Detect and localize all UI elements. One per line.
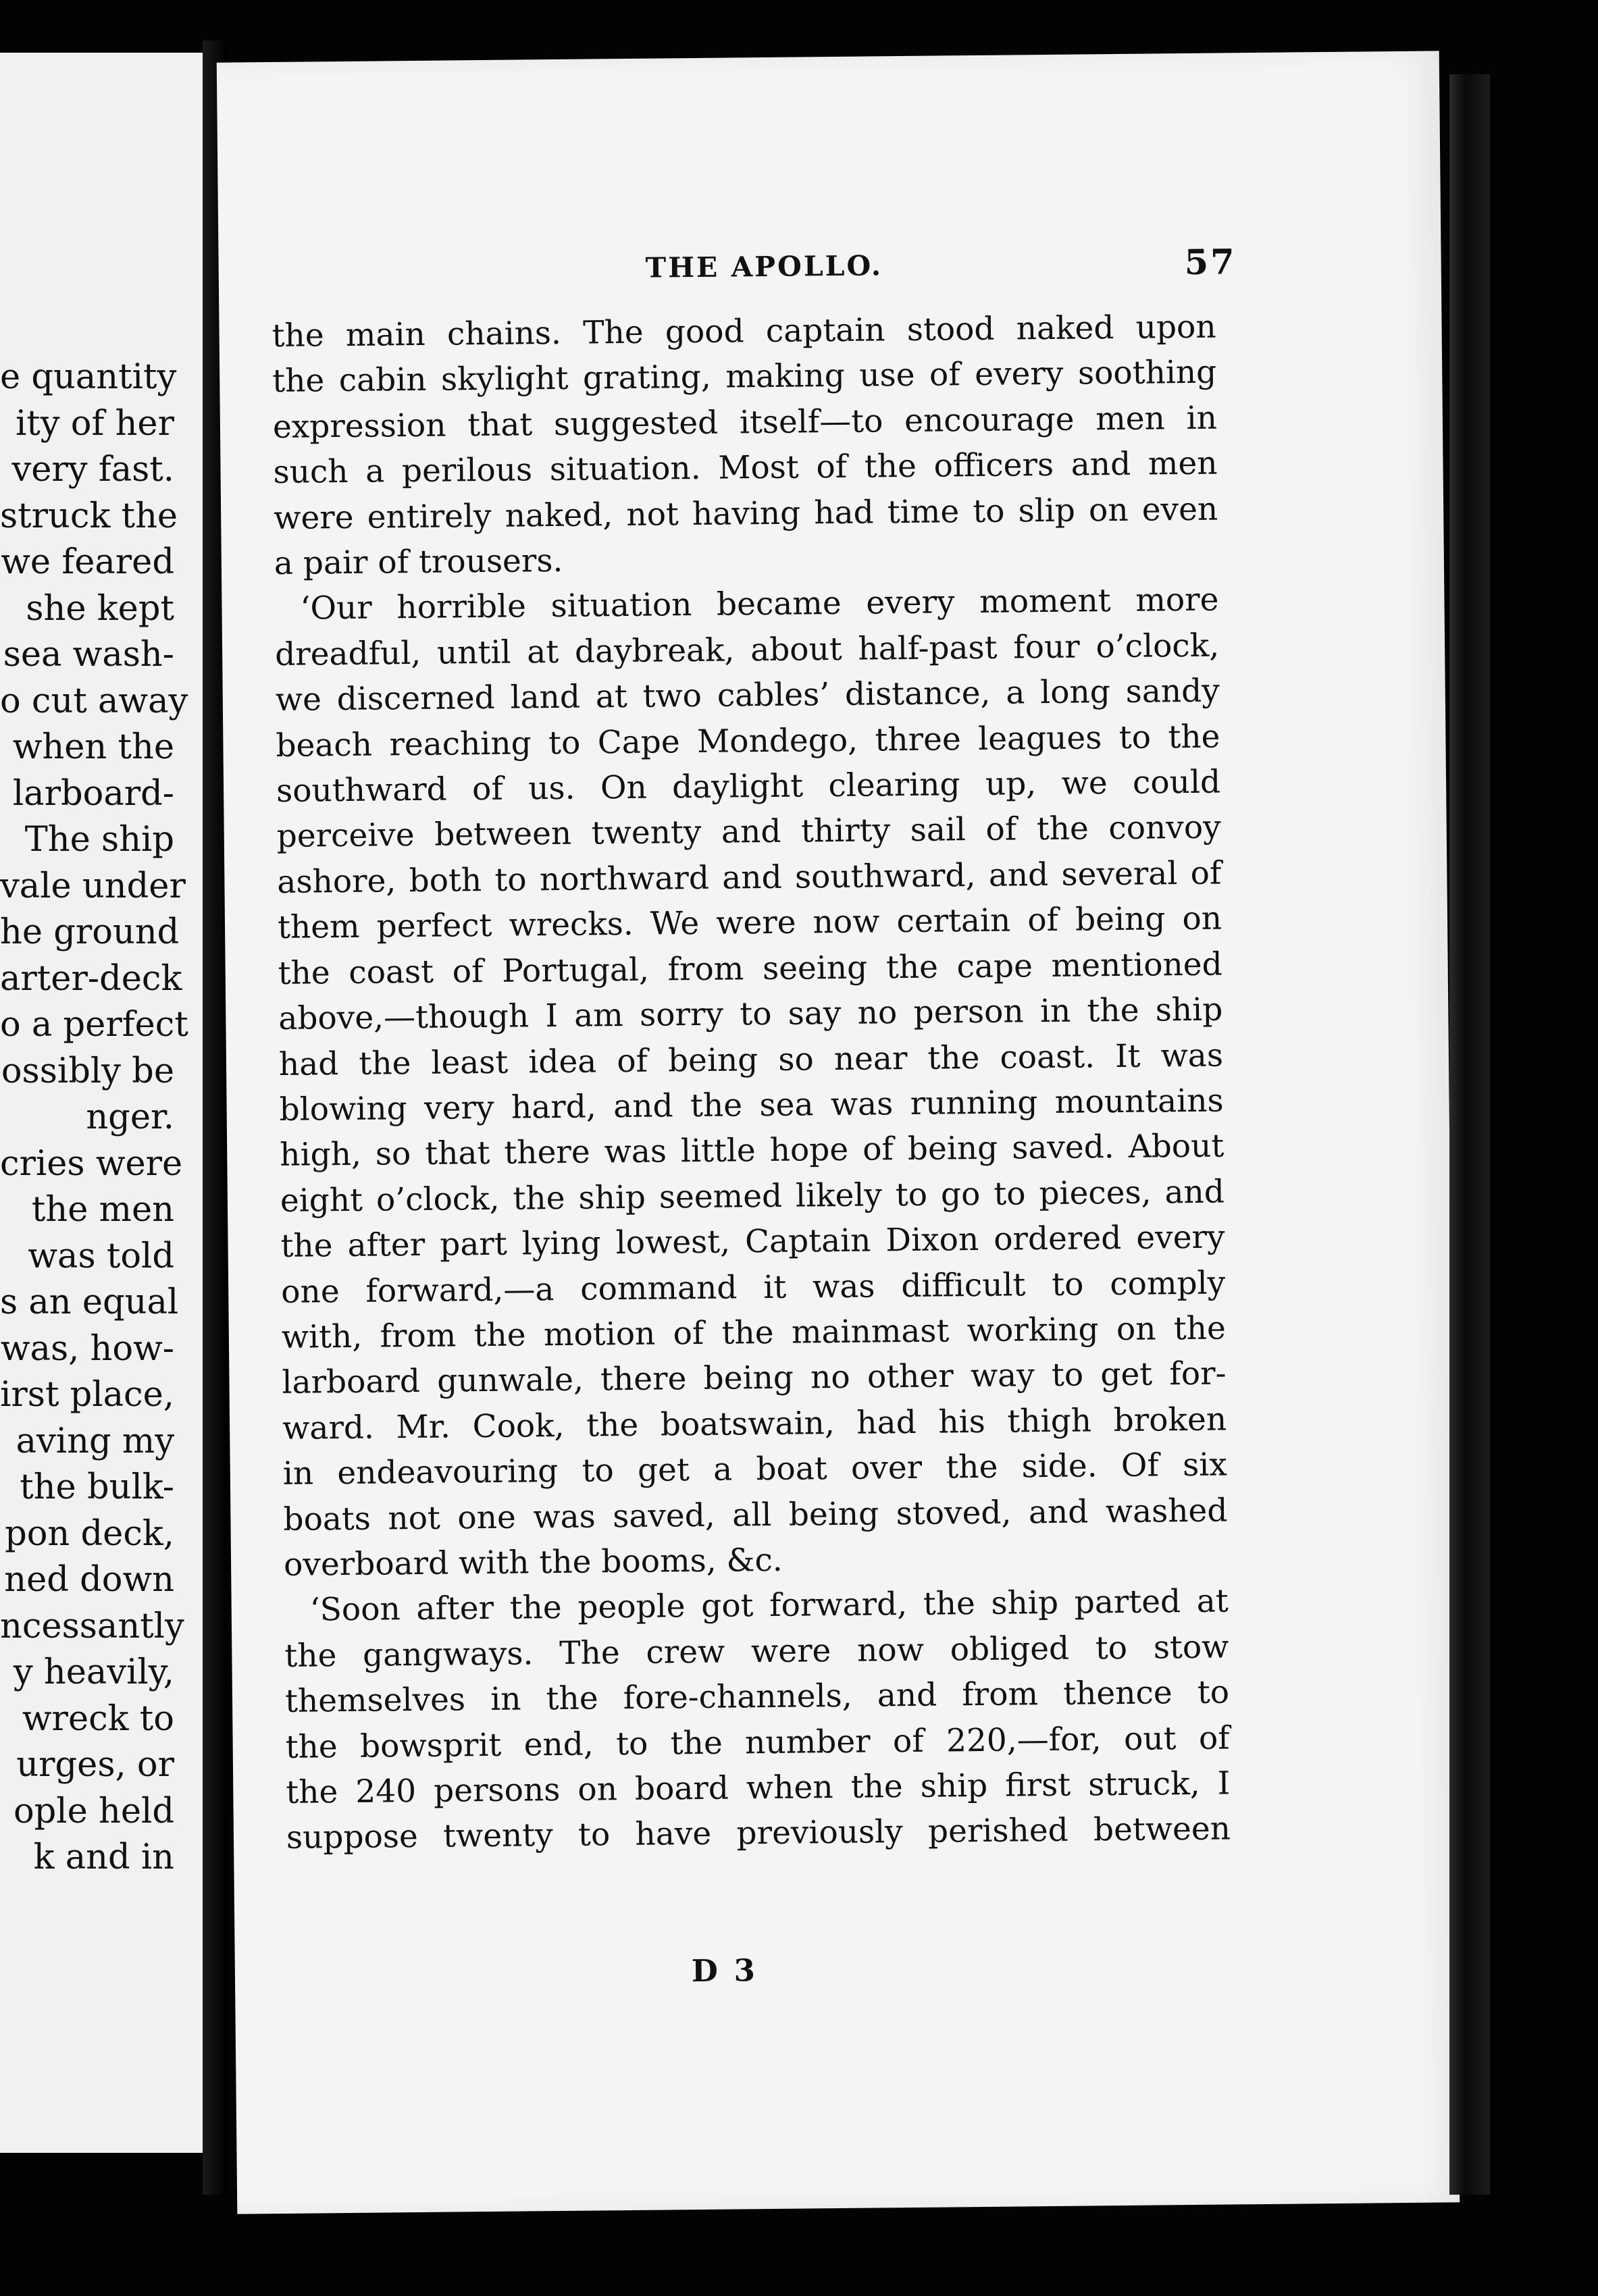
previous-page-line: y heavily, [13,1652,174,1692]
text-line: blowing very hard, and the sea was running mountains [279,1082,1224,1128]
previous-page-line: ned down [4,1560,174,1600]
previous-page-line: pon deck, [5,1513,174,1554]
text-line: one forward,—a command it was difficult to comply [280,1264,1226,1311]
previous-page-line: ncessantly [0,1606,184,1646]
previous-page-line: wreck to [22,1698,174,1739]
text-line: high, so that there was little hope of being saved. About [280,1127,1225,1174]
text-line: ‘Soon after the people got forward, the ship parted at [309,1582,1229,1629]
previous-page-line: arter-deck [0,958,182,999]
text-line: above,—though I am sorry to say no person in the ship [278,991,1223,1038]
text-line: ‘Our horrible situation became every moment more [300,581,1219,628]
paragraph [274,577,1228,1588]
previous-page-line: ossibly be [1,1051,174,1091]
previous-page-line: larboard- [12,773,174,814]
text-line: ashore, both to northward and southward, and several of [277,854,1222,901]
previous-page-line: urges, or [16,1745,174,1785]
text-line: them perfect wrecks. We were now certain of being on [277,899,1222,947]
text-line: the after part lying lowest, Captain Dixon ordered every [280,1218,1225,1266]
previous-page-line: the bulk- [20,1467,174,1507]
text-line: in endeavouring to get a boat over the side. Of six [282,1446,1228,1493]
previous-page-line: k and in [33,1837,174,1877]
text-line: boats not one was saved, all being stoved, and washed [283,1492,1228,1538]
previous-page-text [0,355,188,1881]
text-line: overboard with the booms, &c. [283,1541,783,1584]
text-line: the main chains. The good captain stood naked upon [272,308,1216,355]
signature-mark: D 3 [691,1952,758,1989]
previous-page-line: cries were [0,1143,183,1184]
text-line: beach reaching to Cape Mondego, three leagues to the [276,718,1220,764]
text-line: dreadful, until at daybreak, about half-past four o’clock, [274,627,1220,673]
previous-page-line: e quantity [0,357,177,397]
text-line: we discerned land at two cables’ distance, a long sandy [275,672,1220,719]
previous-page-line: irst place, [0,1375,174,1415]
previous-page-line: was, how- [0,1328,174,1369]
previous-page-line: ople held [13,1791,174,1831]
paragraph [284,1579,1231,1861]
text-line: were entirely naked, not having had time to slip on even [273,490,1218,537]
running-head [218,242,1441,284]
text-line: the cabin skylight grating, making use of every soothing [272,353,1217,400]
text-line: eight o’clock, the ship seemed likely to go to pieces, and [280,1173,1225,1220]
previous-page-line: s an equal [0,1282,179,1322]
text-line: the gangways. The crew were now obliged to stow [284,1628,1229,1675]
previous-page-line: aving my [16,1421,174,1461]
text-line: with, from the motion of the mainmast working on the [281,1309,1227,1356]
previous-page-line: The ship [24,820,174,860]
text-line: a pair of trousers. [274,542,563,583]
previous-page-line: ity of her [15,403,174,444]
previous-page-fragment [0,53,205,2153]
paragraph [272,305,1218,587]
previous-page-line: the men [31,1190,174,1230]
previous-page-line: we feared [1,542,174,582]
text-line: the coast of Portugal, from seeing the cape mentioned [278,945,1222,992]
previous-page-line: nger. [86,1097,174,1137]
previous-page-line: he ground [0,912,180,952]
body-text [272,305,1231,1861]
previous-page-line: struck the [0,496,178,536]
text-line: such a perilous situation. Most of the officers and men [273,444,1218,492]
text-line: the bowsprit end, to the number of 220,—for, out of [285,1719,1230,1766]
text-line: the 240 persons on board when the ship first struck, I [286,1765,1231,1811]
previous-page-line: she kept [26,588,174,629]
text-line: ward. Mr. Cook, the boatswain, had his thigh broken [282,1401,1227,1447]
previous-page-line: when the [12,727,174,767]
page-number: 57 [1184,242,1237,284]
previous-page-line: very fast. [11,450,174,490]
text-line: had the least idea of being so near the coast. It was [278,1037,1224,1083]
previous-page-line: o a perfect [0,1005,188,1045]
previous-page-line: vale under [0,866,186,906]
text-line: southward of us. On daylight clearing up, we could [276,763,1221,810]
text-line: expression that suggested itself—to encourage men in [272,399,1218,446]
previous-page-line: sea wash- [3,635,174,675]
text-line: perceive between twenty and thirty sail of the convoy [276,809,1221,856]
text-line: larboard gunwale, there being no other way to get for- [282,1355,1227,1402]
page-57 [217,51,1460,2214]
running-title: THE APOLLO. [645,249,883,284]
previous-page-line: was told [28,1236,174,1276]
text-line: themselves in the fore-channels, and from thence to [284,1673,1230,1721]
previous-page-line: o cut away [0,681,188,721]
page-stack-edge [1449,74,1490,2195]
text-line: suppose twenty to have previously perished between [286,1810,1231,1857]
